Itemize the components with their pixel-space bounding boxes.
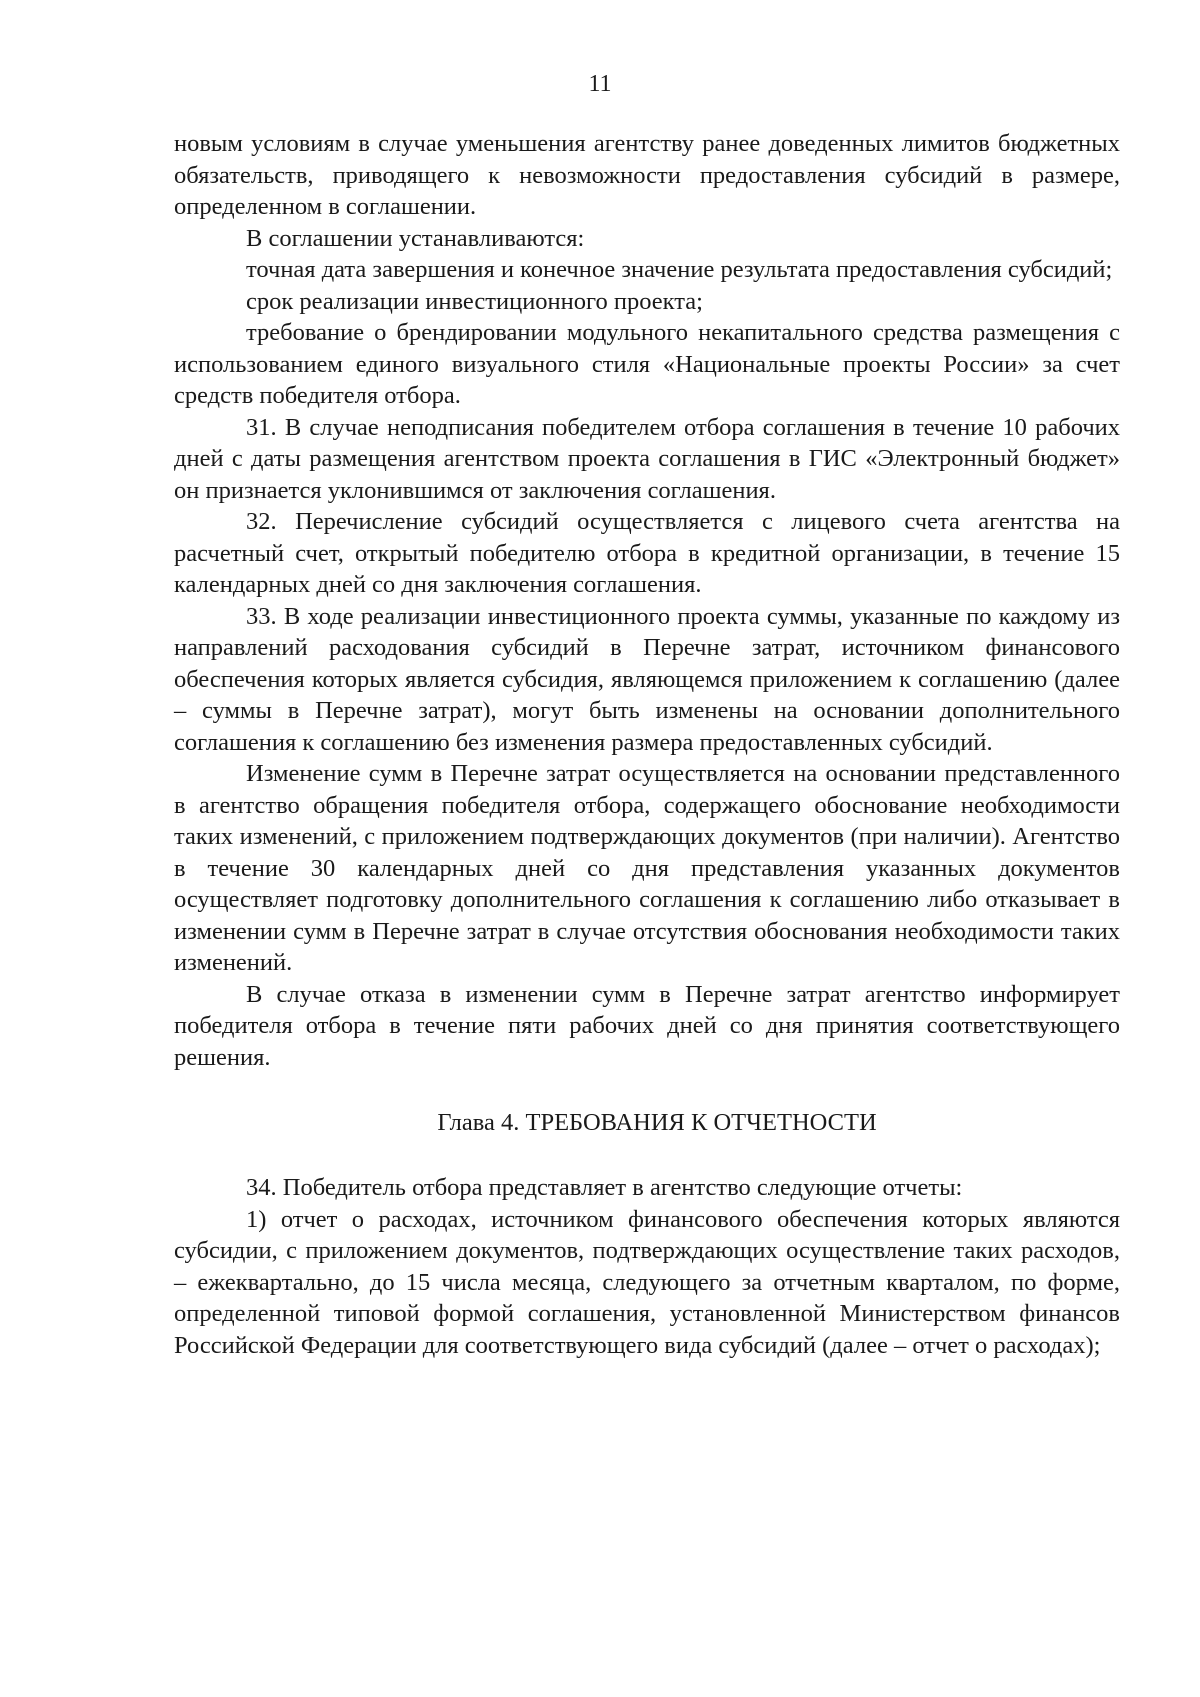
paragraph: новым условиям в случае уменьшения агентству ранее доведенных лимитов бюджетных обязательств, приводящего к невозможности предоставления субсидий в размере, определенном в соглашении. — [174, 130, 1120, 220]
paragraph: срок реализации инвестиционного проекта; — [246, 287, 703, 315]
paragraph: 31. В случае неподписания победителем отбора соглашения в течение 10 рабочих дней с даты размещения агентством проекта соглашения в ГИС «Электронный бюджет» он признается уклонившимся от заключения соглашения. — [174, 413, 1120, 504]
paragraph: 33. В ходе реализации инвестиционного проекта суммы, указанные по каждому из направлений расходования субсидий в Перечне затрат, источником финансового обеспечения которых является субсидия, являющемся приложением к соглашению (далее – суммы в Перечне затрат), могут быть изменены на основании дополнительного соглашения к соглашению без изменения размера предоставленных субсидий. — [174, 602, 1120, 756]
paragraph: требование о брендировании модульного некапитального средства размещения с использованием единого визуального стиля «Национальные проекты России» за счет средств победителя отбора. — [174, 319, 1120, 409]
section-before-heading — [174, 128, 1120, 1073]
paragraph: В случае отказа в изменении сумм в Перечне затрат агентство информирует победителя отбора в течение пяти рабочих дней со дня принятия соответствующего решения. — [174, 980, 1120, 1071]
paragraph: точная дата завершения и конечное значение результата предоставления субсидий; — [246, 256, 1113, 283]
paragraph: Изменение сумм в Перечне затрат осуществляется на основании представленного в агентство обращения победителя отбора, содержащего обоснование необходимости таких изменений, с приложением подтверждающих документов (при наличии). Агентство в течение 30 календарных дней со дня представления указанных документов осуществляет подготовку дополнительного соглашения к соглашению либо отказывает в изменении сумм в Перечне затрат в случае отсутствия обоснования необходимости таких изменений. — [174, 760, 1120, 976]
paragraph: В соглашении устанавливаются: — [246, 224, 585, 252]
section-after-heading — [174, 1172, 1120, 1361]
page-number: 11 — [588, 71, 612, 97]
document-body — [174, 128, 1120, 1361]
paragraph: 34. Победитель отбора представляет в агентство следующие отчеты: — [246, 1174, 963, 1201]
paragraph: 1) отчет о расходах, источником финансового обеспечения которых являются субсидии, с приложением документов, подтверждающих осуществление таких расходов, – ежеквартально, до 15 числа месяца, следующего за отчетным кварталом, по форме, определенной типовой формой соглашения, установленной Министерством финансов Российской Федерации для соответствующего вида субсидий (далее – отчет о расходах); — [174, 1205, 1120, 1359]
chapter-heading: Глава 4. ТРЕБОВАНИЯ К ОТЧЕТНОСТИ — [437, 1109, 877, 1136]
paragraph: 32. Перечисление субсидий осуществляется с лицевого счета агентства на расчетный счет, открытый победителю отбора в кредитной организации, в течение 15 календарных дней со дня заключения соглашения. — [174, 508, 1120, 598]
